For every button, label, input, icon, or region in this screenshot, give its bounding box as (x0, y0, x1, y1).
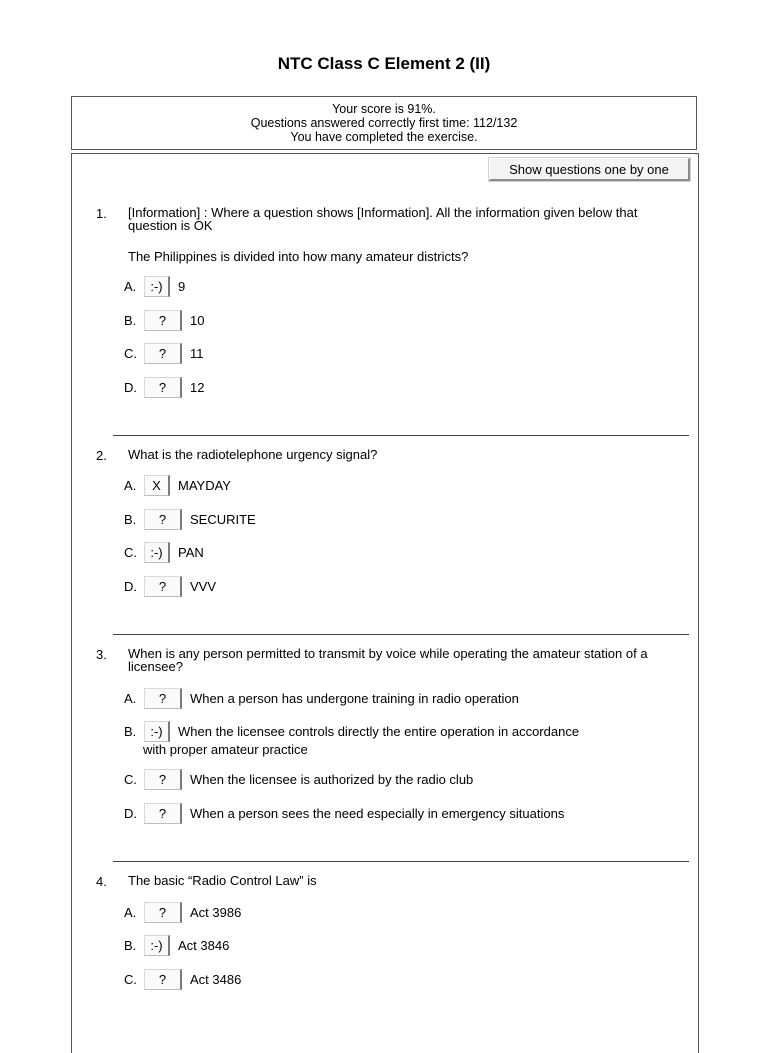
answer-option (124, 275, 185, 297)
option-text-continuation: with proper amateur practice (143, 742, 308, 757)
answer-mark-button[interactable]: ? (144, 803, 182, 824)
option-text: When the licensee controls directly the entire operation in accordance (178, 723, 580, 739)
score-panel (71, 96, 697, 150)
answer-mark-button[interactable]: ? (144, 377, 182, 398)
option-text: MAYDAY (178, 477, 231, 493)
option-letter: B. (124, 511, 137, 527)
question-subtext: The Philippines is divided into how many amateur districts? (128, 249, 469, 264)
answer-option (124, 309, 204, 331)
answer-mark-button[interactable]: ? (144, 343, 182, 364)
answer-mark-button[interactable]: :-) (144, 935, 170, 956)
option-text: 10 (190, 312, 205, 328)
completion-line: You have completed the exercise. (290, 130, 478, 144)
answer-mark-button[interactable]: :-) (144, 721, 170, 742)
answer-option (124, 802, 564, 824)
answer-option (124, 768, 473, 790)
option-text: Act 3486 (190, 971, 242, 987)
option-text: When a person has undergone training in radio operation (190, 690, 519, 706)
answer-mark-button[interactable]: ? (144, 509, 182, 530)
option-text: PAN (178, 544, 204, 560)
question-text: When is any person permitted to transmit by voice while operating the amateur station of a licensee? (128, 646, 648, 674)
option-letter: B. (124, 723, 137, 739)
option-text: 12 (190, 379, 205, 395)
option-letter: B. (124, 937, 137, 953)
answer-option (124, 342, 204, 364)
option-text: 11 (190, 345, 204, 361)
question-divider (113, 861, 689, 862)
option-letter: D. (124, 379, 137, 395)
option-text: Act 3986 (190, 904, 242, 920)
option-letter: C. (124, 971, 137, 987)
answer-option (124, 376, 204, 398)
answer-option (124, 575, 216, 597)
answer-option (124, 474, 231, 496)
answer-mark-button[interactable]: ? (144, 688, 182, 709)
option-letter: D. (124, 805, 137, 821)
answer-mark-button[interactable]: ? (144, 310, 182, 331)
answer-mark-button[interactable]: ? (144, 969, 182, 990)
option-letter: C. (124, 771, 137, 787)
question-text: What is the radiotelephone urgency signal? (128, 447, 378, 462)
option-text: SECURITE (190, 511, 256, 527)
answer-option (124, 687, 519, 709)
option-letter: B. (124, 312, 137, 328)
page-title: NTC Class C Element 2 (II) (277, 54, 491, 73)
option-text: Act 3846 (178, 937, 230, 953)
show-one-by-one-button[interactable]: Show questions one by one (489, 158, 690, 181)
question-number: 4. (96, 874, 107, 889)
answer-option (124, 934, 229, 956)
option-letter: D. (124, 578, 137, 594)
answer-option (124, 968, 241, 990)
question-divider (113, 435, 689, 436)
question-divider (113, 634, 689, 635)
answer-mark-button[interactable]: ? (144, 769, 182, 790)
answer-option (124, 720, 579, 742)
option-letter: A. (124, 477, 137, 493)
answer-option (124, 541, 204, 563)
answer-mark-button[interactable]: :-) (144, 276, 170, 297)
score-line: Your score is 91%. (332, 102, 436, 116)
answer-option (124, 508, 256, 530)
question-number: 1. (96, 206, 107, 221)
option-letter: C. (124, 544, 137, 560)
question-number: 2. (96, 448, 107, 463)
option-text: When a person sees the need especially in emergency situations (190, 805, 565, 821)
option-text: When the licensee is authorized by the radio club (190, 771, 474, 787)
answer-mark-button[interactable]: ? (144, 576, 182, 597)
option-text: VVV (190, 578, 217, 594)
first-time-correct-line: Questions answered correctly first time: 112/132 (250, 116, 518, 130)
option-letter: C. (124, 345, 137, 361)
question-text: [Information] : Where a question shows [Information]. All the information given below that question is OK (128, 205, 638, 233)
answer-option (124, 901, 241, 923)
question-number: 3. (96, 647, 107, 662)
option-letter: A. (124, 278, 137, 294)
question-text: The basic “Radio Control Law” is (128, 873, 317, 888)
answer-mark-button[interactable]: X (144, 475, 170, 496)
option-letter: A. (124, 690, 137, 706)
answer-mark-button[interactable]: ? (144, 902, 182, 923)
answer-mark-button[interactable]: :-) (144, 542, 170, 563)
option-letter: A. (124, 904, 137, 920)
option-text: 9 (178, 278, 186, 294)
